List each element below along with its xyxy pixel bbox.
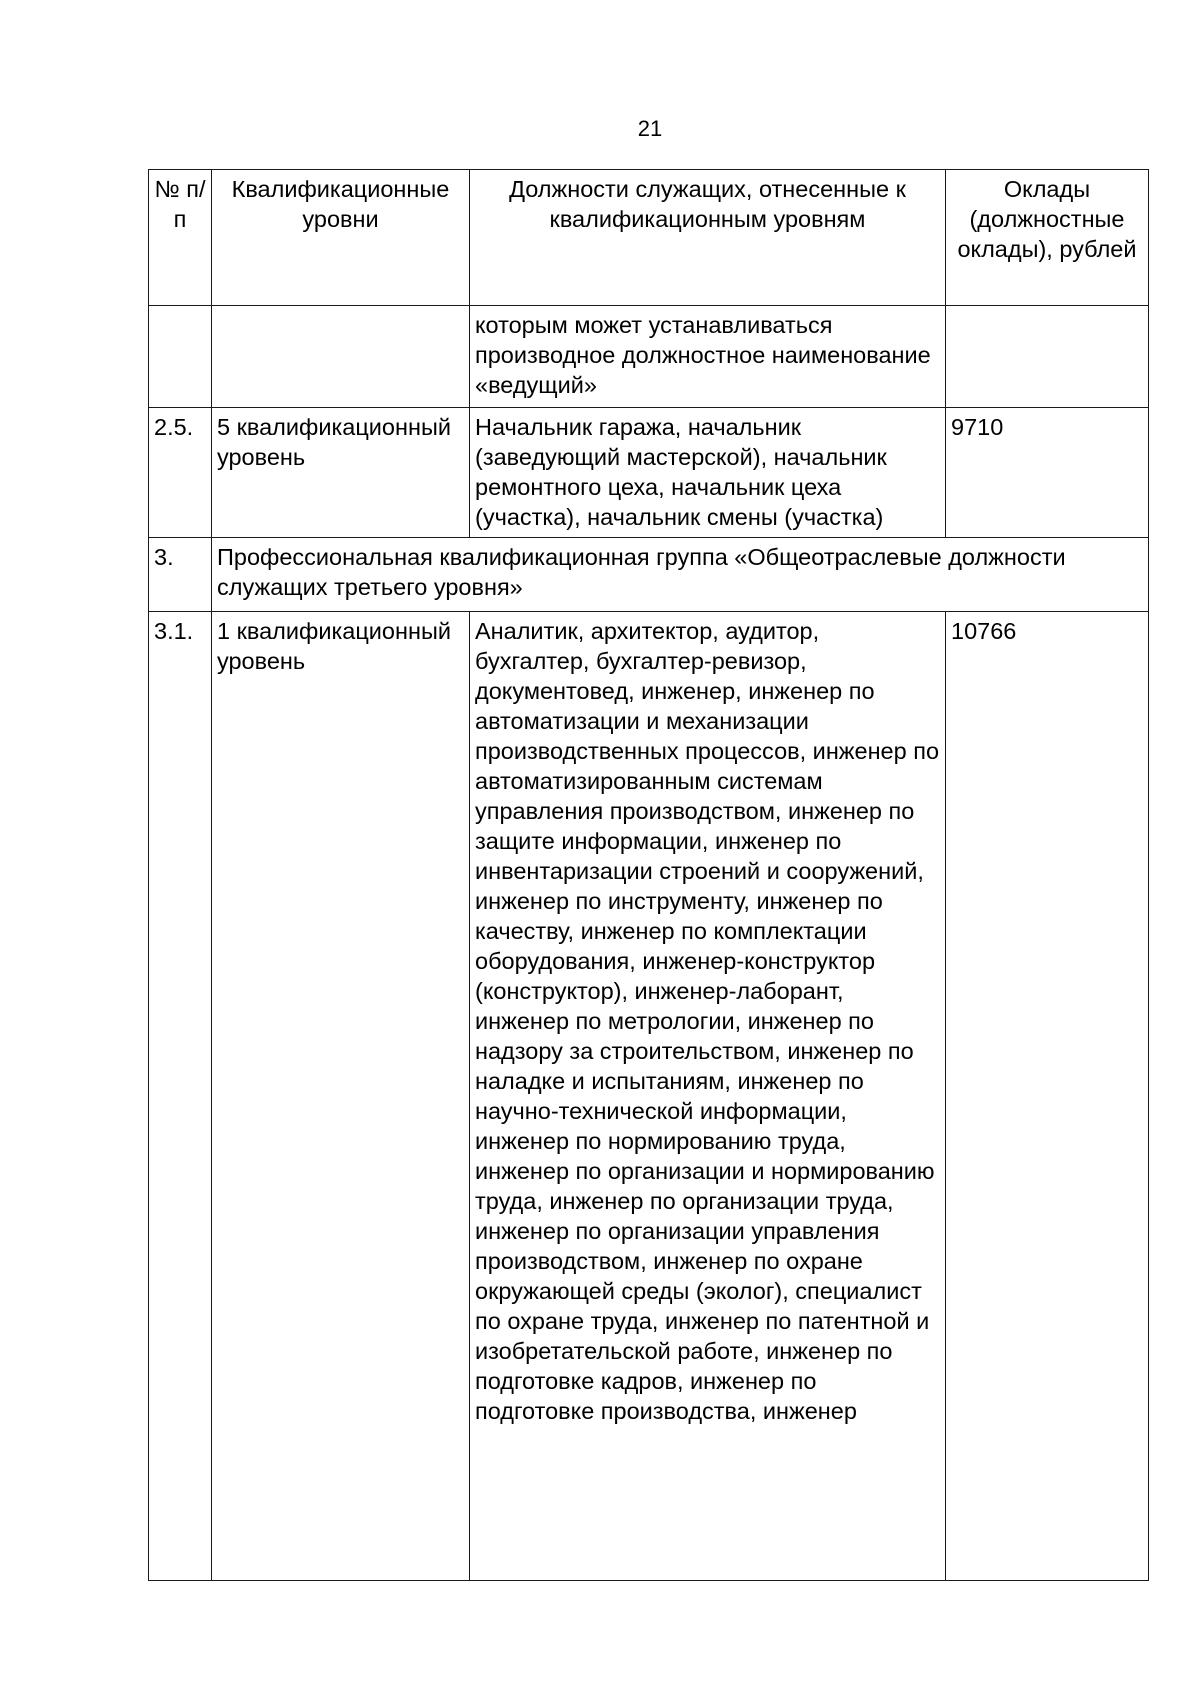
table-header-row: [149, 170, 1149, 306]
cell-level: 1 квалификационный уровень: [212, 612, 470, 1581]
cell-positions: Начальник гаража, начальник (заведующий мастерской), начальник ремонтного цеха, начальник цеха (участка), начальник смены (участка): [470, 408, 946, 538]
cell-num: [149, 306, 212, 408]
cell-salary: 9710: [946, 408, 1149, 538]
cell-positions: которым может устанавливаться производное должностное наименование «ведущий»: [470, 306, 946, 408]
header-num: № п/п: [149, 170, 212, 306]
cell-salary: 10766: [946, 612, 1149, 1581]
cell-group-title: Профессиональная квалификационная группа «Общеотраслевые должности служащих третьего уровня»: [212, 538, 1149, 612]
header-level: Квалификационные уровни: [212, 170, 470, 306]
salary-table: [148, 169, 1149, 1581]
group-row: [149, 538, 1149, 612]
page-number: 21: [637, 116, 663, 141]
cell-num: 2.5.: [149, 408, 212, 538]
header-positions: Должности служащих, отнесенные к квалификационным уровням: [470, 170, 946, 306]
cell-level: [212, 306, 470, 408]
table-row: [149, 612, 1149, 1581]
cell-level: 5 квалификационный уровень: [212, 408, 470, 538]
cell-num: 3.1.: [149, 612, 212, 1581]
table-row: [149, 408, 1149, 538]
cell-salary: [946, 306, 1149, 408]
cell-positions: Аналитик, архитектор, аудитор, бухгалтер, бухгалтер-ревизор, документовед, инженер, инженер по автоматизации и механизации производственных процессов, инженер по автоматизированным системам управления производством, инженер по защите информации, инженер по инвентаризации строений и сооружений, инженер по инструменту, инженер по качеству, инженер по комплектации оборудования, инженер-конструктор (конструктор), инженер-лаборант, инженер по метрологии, инженер по надзору за строительством, инженер по наладке и испытаниям, инженер по научно-технической информации, инженер по нормированию труда, инженер по организации и нормированию труда, инженер по организации труда, инженер по организации управления производством, инженер по охране окружающей среды (эколог), специалист по охране труда, инженер по патентной и изобретательской работе, инженер по подготовке кадров, инженер по подготовке производства, инженер: [470, 612, 946, 1581]
cell-num: 3.: [149, 538, 212, 612]
header-salary: Оклады (должностные оклады), рублей: [946, 170, 1149, 306]
table-row: [149, 306, 1149, 408]
